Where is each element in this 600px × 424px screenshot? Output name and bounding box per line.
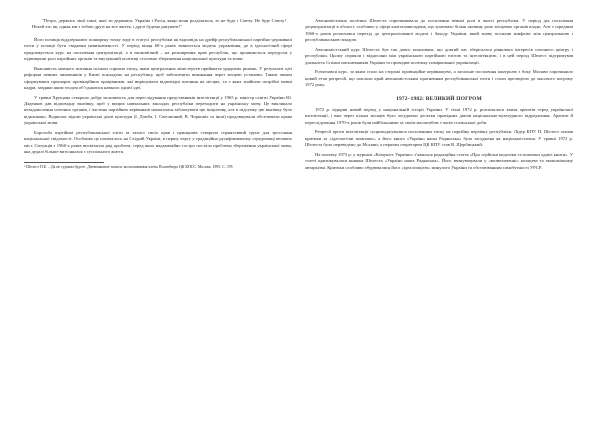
footnote: ¹ Шелест П.Е. ...Да не судимы будете. Дневниковые записи, воспоминания члена Политбюро ЦК КПСС. Москва, 1995. С. 378. xyxy=(24,164,234,169)
body-paragraph: Важливість мовного питання скільки сприяла тиску, яким центральних міністерств прийняття урядових рішень. У результаті цієї реформи певних чиновників у Києві покладено на республіку, щоб забезпечити виконання через місцеві установи. Таким чином сформувався прошарок провінційних працівників, які вирішували відповідні питання на місцях, та з яких знайшли потрібні мовні кадри, завдяки яким згодом об’єдналися навколо однієї ідеї. xyxy=(24,65,292,91)
left-column xyxy=(24,18,292,173)
section-heading: 1972–1982: ВЕЛИКИЙ ПОГРОМ xyxy=(396,95,482,102)
body-paragraph: Репресії проти інтелігенції супроводжувалися посиленням тиску на партійну верхівку республіки. Лідер КПУ П. Шелест зазнав критики за «ідеологічні помилки», а його книга «Україно наша Радянська» була засуджена як націоналістична. У травні 1972 р. Шелеста було переведено до Москви, а першим секретарем ЦК КПУ став В. Щербицький. xyxy=(305,129,573,148)
body-paragraph: На початку 1973 р. у журналі «Комуніст України» з’явилася редакційна стаття «Про серйозні недоліки та помилки однієї книги». У статті критикувалася книжка Шелеста «Україно наша Радянська». Його звинувачували у «возвеличенні» козацтва та економічному автаркізмі. Критики особливо обурювалися його «ідеалізацією» минулого України та обстоюванням самобутності УРСР. xyxy=(305,151,573,170)
right-column xyxy=(305,18,573,174)
body-paragraph: Його позиція віддзеркалює поширену точку зору в статусі республіки як відповідь на дрейф республіканської партійно-державної еліти у позиції бути свідками невизначеності. У період кінця 60-х років змінюється модель управління, де в ідеологічній сфері продовжується курс на посилення централізації, а в економічній – на розширення прав республік, що проявляється передусім у підвищенні ролі партійних органів та внутрішній політиці стосовно збереження національної культури та мови. xyxy=(24,36,292,62)
body-paragraph: Автономістський курс Шелеста був так довго можливим, що довгий час зберігалася рівновага інтересів союзного центру і республіки. Цьому сприяли і відносини між українською партійною елітою та інтелігенцією, і в цей період Шелест підтримував діяльність Спілки письменників України та проводив політику поміркованої українізації. xyxy=(305,46,573,65)
body-paragraph: У травні Хрущова створено добру можливість для переслідування представників інтелігенції у 1965 р. міністр освіти України Ю. Даденков дав відповідну вказівку, щоб у вищих навчальних закладах республіки переходити на українську мову. Це викликало незадоволення союзних органів, і частина партійних керівників намагалася заблокувати цю ініціативу, але в підсумку цю вказівку було відкликано. Водночас відомі українські діячі культури (І. Дзюба, І. Світличний, В. Чорновіл та інші) продовжували обстоювати права української мови. xyxy=(24,94,292,126)
footnote-divider xyxy=(24,162,104,163)
body-paragraph: Боротьба партійної республіканської еліти за захист своїх прав і принципів створила сприятливий ґрунт для зростання національної свідомості. Особливо це помічалось на Східній Україні, в першу чергу у традиційно русифікованому середовищі великих міст. Ситуація з 1960-х років висвітлила ряд проблем, серед яких надзвичайно гостро постала проблема збереження української мови, яка дедалі більше витіснялася з суспільного життя. xyxy=(24,129,292,155)
body-paragraph: Автономістична політика Шелеста спричинювала до посилення певної ролі в житті республіки. У період дія посилення децентралізації в області, особливо у сфері капіталовкладень, що зумовило більш активну роль місцевих органів влади. Але з середини 1960-х років розпочався перехід до централізованої моделі і Заходу України, який знову посилив конфлікт між центральною і республіканською владою. xyxy=(305,18,573,43)
body-paragraph: 1972 р. відкрив новий період у національній історії України. У січні 1972 р. розпочалася хвиля арештів серед української інтелігенції, і вже через кілька місяців було засуджено десятки провідних діячів національно-культурного відродження. Арешти й переслідування 1970-х років були найбільшими за своїм масштабом з часів сталінської доби. xyxy=(305,106,573,125)
body-paragraph: Розпочався курс, за яким стало на сторожі провінційне керівництво, а загальне посилення контролю з боку Москви спричинило новий етап репресій, що поклали край автономістським прагненням республіканської еліти і стали прелюдією до масового погрому 1972 року. xyxy=(305,69,573,88)
opening-quote: "Петро, держись лінії такої, якої ти держався. Україна і Росія, якщо вони розділяться, то не буде і Союзу. Не буде Союзу! Нехай хто як, однак ми з тобою друзі на все життя, і друзі будемо рятувати!" xyxy=(32,18,286,30)
